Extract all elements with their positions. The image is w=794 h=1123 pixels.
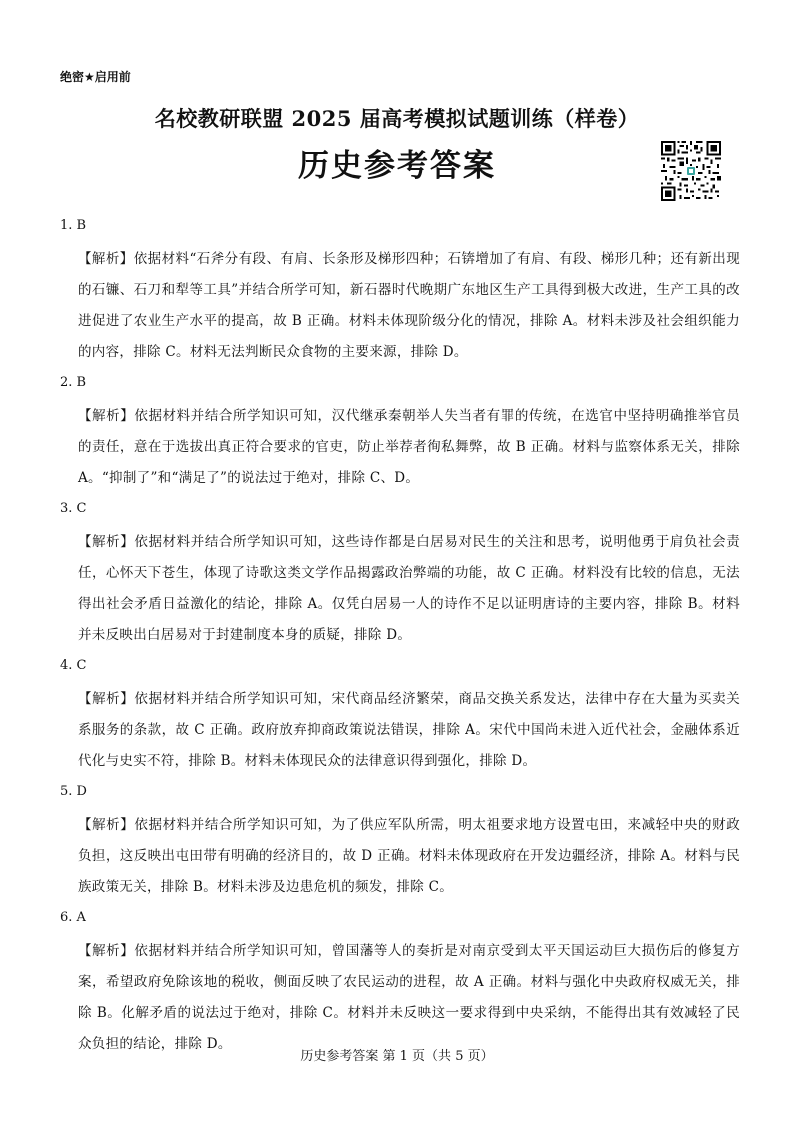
- explanation-tag: 【解析】: [78, 534, 135, 550]
- explanation-tag: 【解析】: [78, 817, 135, 833]
- qr-code-icon: [661, 141, 721, 201]
- question-explanation: [60, 684, 740, 777]
- explanation-text: 依据材料并结合所学知识可知，汉代继承秦朝举人失当者有罪的传统，在选官中坚持明确推举官员的责任，意在于选拔出真正符合要求的官吏，防止举荐者徇私舞弊，故 B 正确。材料与监察体系无关，排除 A。“抑制了”和“满足了”的说法过于绝对，排除 C、D。: [78, 408, 740, 486]
- explanation-tag: 【解析】: [78, 408, 135, 424]
- explanation-tag: 【解析】: [78, 251, 134, 267]
- question-item-3: [60, 498, 740, 651]
- document-subtitle: 历史参考答案: [298, 148, 496, 184]
- answer-list: [60, 215, 740, 1064]
- explanation-text: 依据材料并结合所学知识可知，这些诗作都是白居易对民生的关注和思考，说明他勇于肩负社会责任，心怀天下苍生，体现了诗歌这类文学作品揭露政治弊端的功能，故 C 正确。材料没有比较的信息，无法得出社会矛盾日益激化的结论，排除 A。仅凭白居易一人的诗作不足以证明唐诗的主要内容，排除 B。材料并未反映出白居易对于封建制度本身的质疑，排除 D。: [78, 534, 740, 643]
- page-footer: 历史参考答案 第 1 页（共 5 页）: [300, 1049, 494, 1064]
- question-explanation: [60, 527, 740, 651]
- question-item-1: [60, 215, 740, 368]
- explanation-text: 依据材料“石斧分有段、有肩、长条形及梯形四种；石锛增加了有肩、有段、梯形几种；还有新出现的石镰、石刀和犁等工具”并结合所学可知，新石器时代晚期广东地区生产工具得到极大改进，生产工具的改进促进了农业生产水平的提高，故 B 正确。材料未体现阶级分化的情况，排除 A。材料未涉及社会组织能力的内容，排除 C。材料无法判断民众食物的主要来源，排除 D。: [78, 251, 740, 360]
- question-explanation: [60, 401, 740, 494]
- question-number: 4. C: [60, 658, 87, 673]
- confidential-label: 绝密★启用前: [60, 70, 131, 84]
- question-explanation: [60, 810, 740, 903]
- explanation-text: 依据材料并结合所学知识可知，为了供应军队所需，明太祖要求地方设置屯田，来减轻中央的财政负担，这反映出屯田带有明确的经济目的，故 D 正确。材料未体现政府在开发边疆经济，排除 A。材料与民族政策无关，排除 B。材料未涉及边患危机的频发，排除 C。: [78, 817, 740, 895]
- question-number: 3. C: [60, 501, 87, 516]
- explanation-tag: 【解析】: [78, 943, 135, 959]
- question-number: 5. D: [60, 784, 87, 799]
- question-number: 6. A: [60, 910, 86, 925]
- question-explanation: [60, 936, 740, 1060]
- explanation-text: 依据材料并结合所学知识可知，宋代商品经济繁荣，商品交换关系发达，法律中存在大量为买卖关系服务的条款，故 C 正确。政府放弃抑商政策说法错误，排除 A。宋代中国尚未进入近代社会，金融体系近代化与史实不符，排除 B。材料未体现民众的法律意识得到强化，排除 D。: [78, 691, 740, 769]
- question-number: 2. B: [60, 375, 87, 390]
- question-number: 1. B: [60, 218, 87, 233]
- document-title: 名校教研联盟 2025 届高考模拟试题训练（样卷）: [154, 106, 640, 131]
- explanation-tag: 【解析】: [78, 691, 135, 707]
- question-item-4: [60, 655, 740, 777]
- question-explanation: [60, 244, 740, 368]
- question-item-2: [60, 372, 740, 494]
- question-item-6: [60, 907, 740, 1060]
- question-item-5: [60, 781, 740, 903]
- explanation-text: 依据材料并结合所学知识可知，曾国藩等人的奏折是对南京受到太平天国运动巨大损伤后的修复方案，希望政府免除该地的税收，侧面反映了农民运动的进程，故 A 正确。材料与强化中央政府权威无关，排除 B。化解矛盾的说法过于绝对，排除 C。材料并未反映这一要求得到中央采纳，不能得出其有效减轻了民众负担的结论，排除 D。: [78, 943, 740, 1052]
